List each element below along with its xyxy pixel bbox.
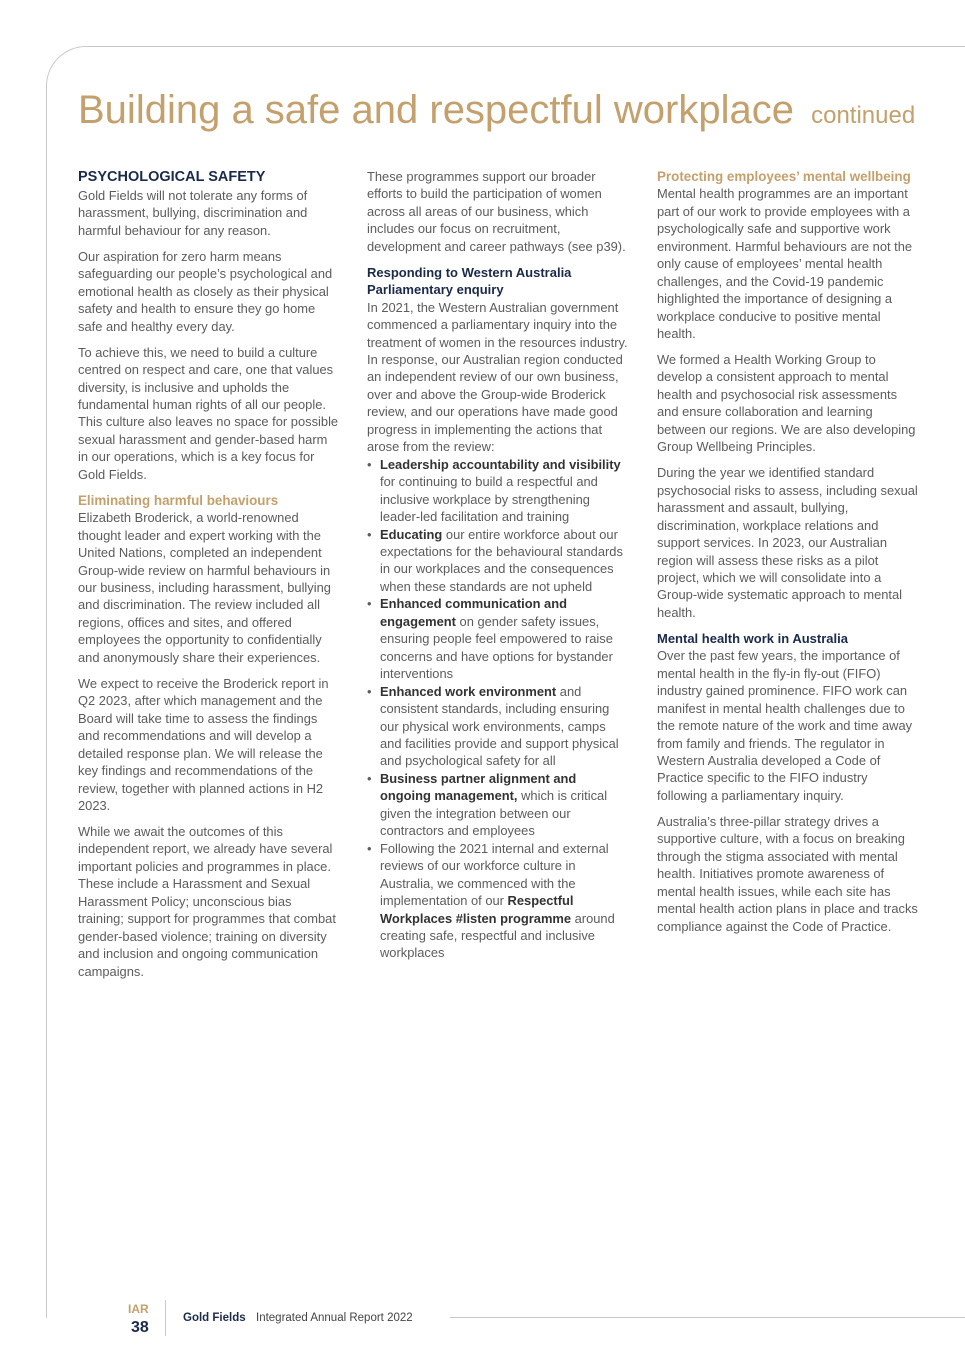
subheading-western-australia-enquiry: Responding to Western Australia Parliamentary enquiry	[367, 264, 572, 298]
page-title	[78, 88, 915, 133]
footer-divider	[450, 1317, 965, 1318]
subheading-protecting-mental-wellbeing: Protecting employees’ mental wellbeing	[657, 169, 911, 184]
list-item-bold: Respectful Workplaces #listen programme	[380, 893, 574, 926]
paragraph: Over the past few years, the importance of mental health in the fly-in fly-out (FIFO) industry gained prominence. FIFO work can manifest in mental health challenges due to the remote nature of the work and time away from family and friends. The regulator in Western Australia developed a Code of Practice specific to the FIFO industry following a parliamentary inquiry.	[657, 648, 913, 803]
footer-brand: Gold Fields	[183, 1312, 246, 1324]
list-item-text: our entire workforce about our expectations for the behavioural standards in our workplaces and the consequences when these standards are not upheld	[380, 526, 623, 594]
paragraph: To achieve this, we need to build a culture centred on respect and care, one that values diversity, is inclusive and upholds the fundamental human rights of all our people. This culture also leaves no space for possible sexual harassment and gender-based harm in our operations, which is a key focus for Gold Fields.	[78, 344, 339, 482]
paragraph: We expect to receive the Broderick report in Q2 2023, after which management and the Board will take time to assess the findings and recommendations and will develop a detailed response plan. We will release the key findings and recommendations of the review, together with planned actions in H2 2023.	[78, 675, 329, 813]
paragraph: While we await the outcomes of this independent report, we already have several important policies and programmes in place. These include a Harassment and Sexual Harassment Policy; unconscious bias training; support for programmes that combat gender-based violence; training on diversity and inclusion and ongoing communication campaigns.	[78, 823, 336, 979]
list-item-text: on gender safety issues, ensuring people feel empowered to raise concerns and have options for bystander interventions	[380, 613, 613, 682]
page-number: 38	[131, 1319, 149, 1336]
subheading-eliminating-harmful-behaviours: Eliminating harmful behaviours	[78, 492, 279, 508]
list-item-text: around creating safe, respectful and inclusive workplaces	[380, 910, 615, 961]
list-item-text: Following the 2021 internal and external reviews of our workforce culture in Australia, we commenced with the implementation of our	[380, 840, 609, 909]
paragraph: We formed a Health Working Group to develop a consistent approach to mental health and psychosocial risk assessments and ensure collaboration and learning between our regions. We are also developing Group Wellbeing Principles.	[657, 352, 916, 455]
list-item	[367, 683, 629, 770]
list-item	[367, 595, 629, 682]
list-item-bold: Leadership accountability and visibility	[380, 456, 621, 472]
list-item	[367, 456, 629, 526]
list-item-bold: Enhanced work environment	[380, 683, 557, 699]
actions-list	[367, 456, 629, 962]
page-title-suffix: continued	[811, 102, 916, 129]
list-item	[367, 840, 629, 962]
list-item-bold: Enhanced communication and engagement	[380, 596, 567, 629]
paragraph: Australia’s three-pillar strategy drives a supportive culture, with a focus on breaking through the stigma associated with mental health. Initiatives promote awareness of mental health issues, while each site has mental health action plans in place and tracks compliance against the Code of Practice.	[657, 813, 918, 934]
footer-report-title: Integrated Annual Report 2022	[256, 1312, 413, 1324]
paragraph: Mental health programmes are an important part of our work to provide employees with a psychologically safe and supportive work environment. Harmful behaviours are not the only cause of employees’ mental health challenges, and the Covid-19 pandemic highlighted the importance of designing a workplace conducive to positive mental health.	[657, 186, 913, 342]
list-item-text: and consistent standards, including ensuring our physical work environments, camps and facilities provide and support physical and psychological safety for all	[380, 683, 619, 769]
footer-separator	[165, 1300, 166, 1336]
list-item-bold: Business partner alignment and ongoing management,	[380, 770, 577, 804]
paragraph: Elizabeth Broderick, a world-renowned thought leader and expert working with the United Nations, completed an independent Group-wide review on harmful behaviours in our business, including harassment, bullying and discrimination. The review included all regions, offices and sites, and offered employees the opportunity to confidentially and anonymously share their experiences.	[78, 510, 331, 665]
section-heading-psychological-safety: PSYCHOLOGICAL SAFETY	[78, 169, 266, 185]
paragraph: In 2021, the Western Australian government commenced a parliamentary inquiry into the treatment of women in the resources industry. In response, our Australian region conducted an independent review of our own business, over and above the Group-wide Broderick review, and our operations have made good progress in implementing the actions that arose from the review:	[367, 299, 628, 455]
column-3	[657, 168, 919, 944]
footer-iar-label: IAR	[128, 1302, 149, 1316]
list-item	[367, 526, 629, 596]
list-item-text: which is critical given the integration between our contractors and employees	[380, 788, 608, 839]
paragraph: Our aspiration for zero harm means safeguarding our people’s psychological and emotional health as closely as their physical safety and health to ensure they go home safe and healthy every day.	[78, 248, 333, 334]
paragraph: These programmes support our broader efforts to build the participation of women across all areas of our business, which includes our focus on recruitment, development and career pathways (see p39).	[367, 169, 626, 254]
list-item-bold: Educating	[380, 526, 443, 542]
list-item-text: for continuing to build a respectful and inclusive workplace by strengthening leader-led facilitation and training	[380, 474, 598, 525]
list-item	[367, 770, 629, 840]
column-2	[367, 168, 629, 962]
page-title-text: Building a safe and respectful workplace	[78, 88, 794, 132]
paragraph: During the year we identified standard psychosocial risks to assess, including sexual harassment and assault, bullying, discrimination, workplace relations and support services. In 2023, our Australian region will assess these risks as a pilot project, which we will consolidate into a Group-wide systematic approach to mental health.	[657, 465, 918, 620]
subheading-mental-health-australia: Mental health work in Australia	[657, 630, 848, 646]
column-1	[78, 168, 340, 988]
paragraph: Gold Fields will not tolerate any forms of harassment, bullying, discrimination and harmful behaviour for any reason.	[78, 188, 308, 238]
